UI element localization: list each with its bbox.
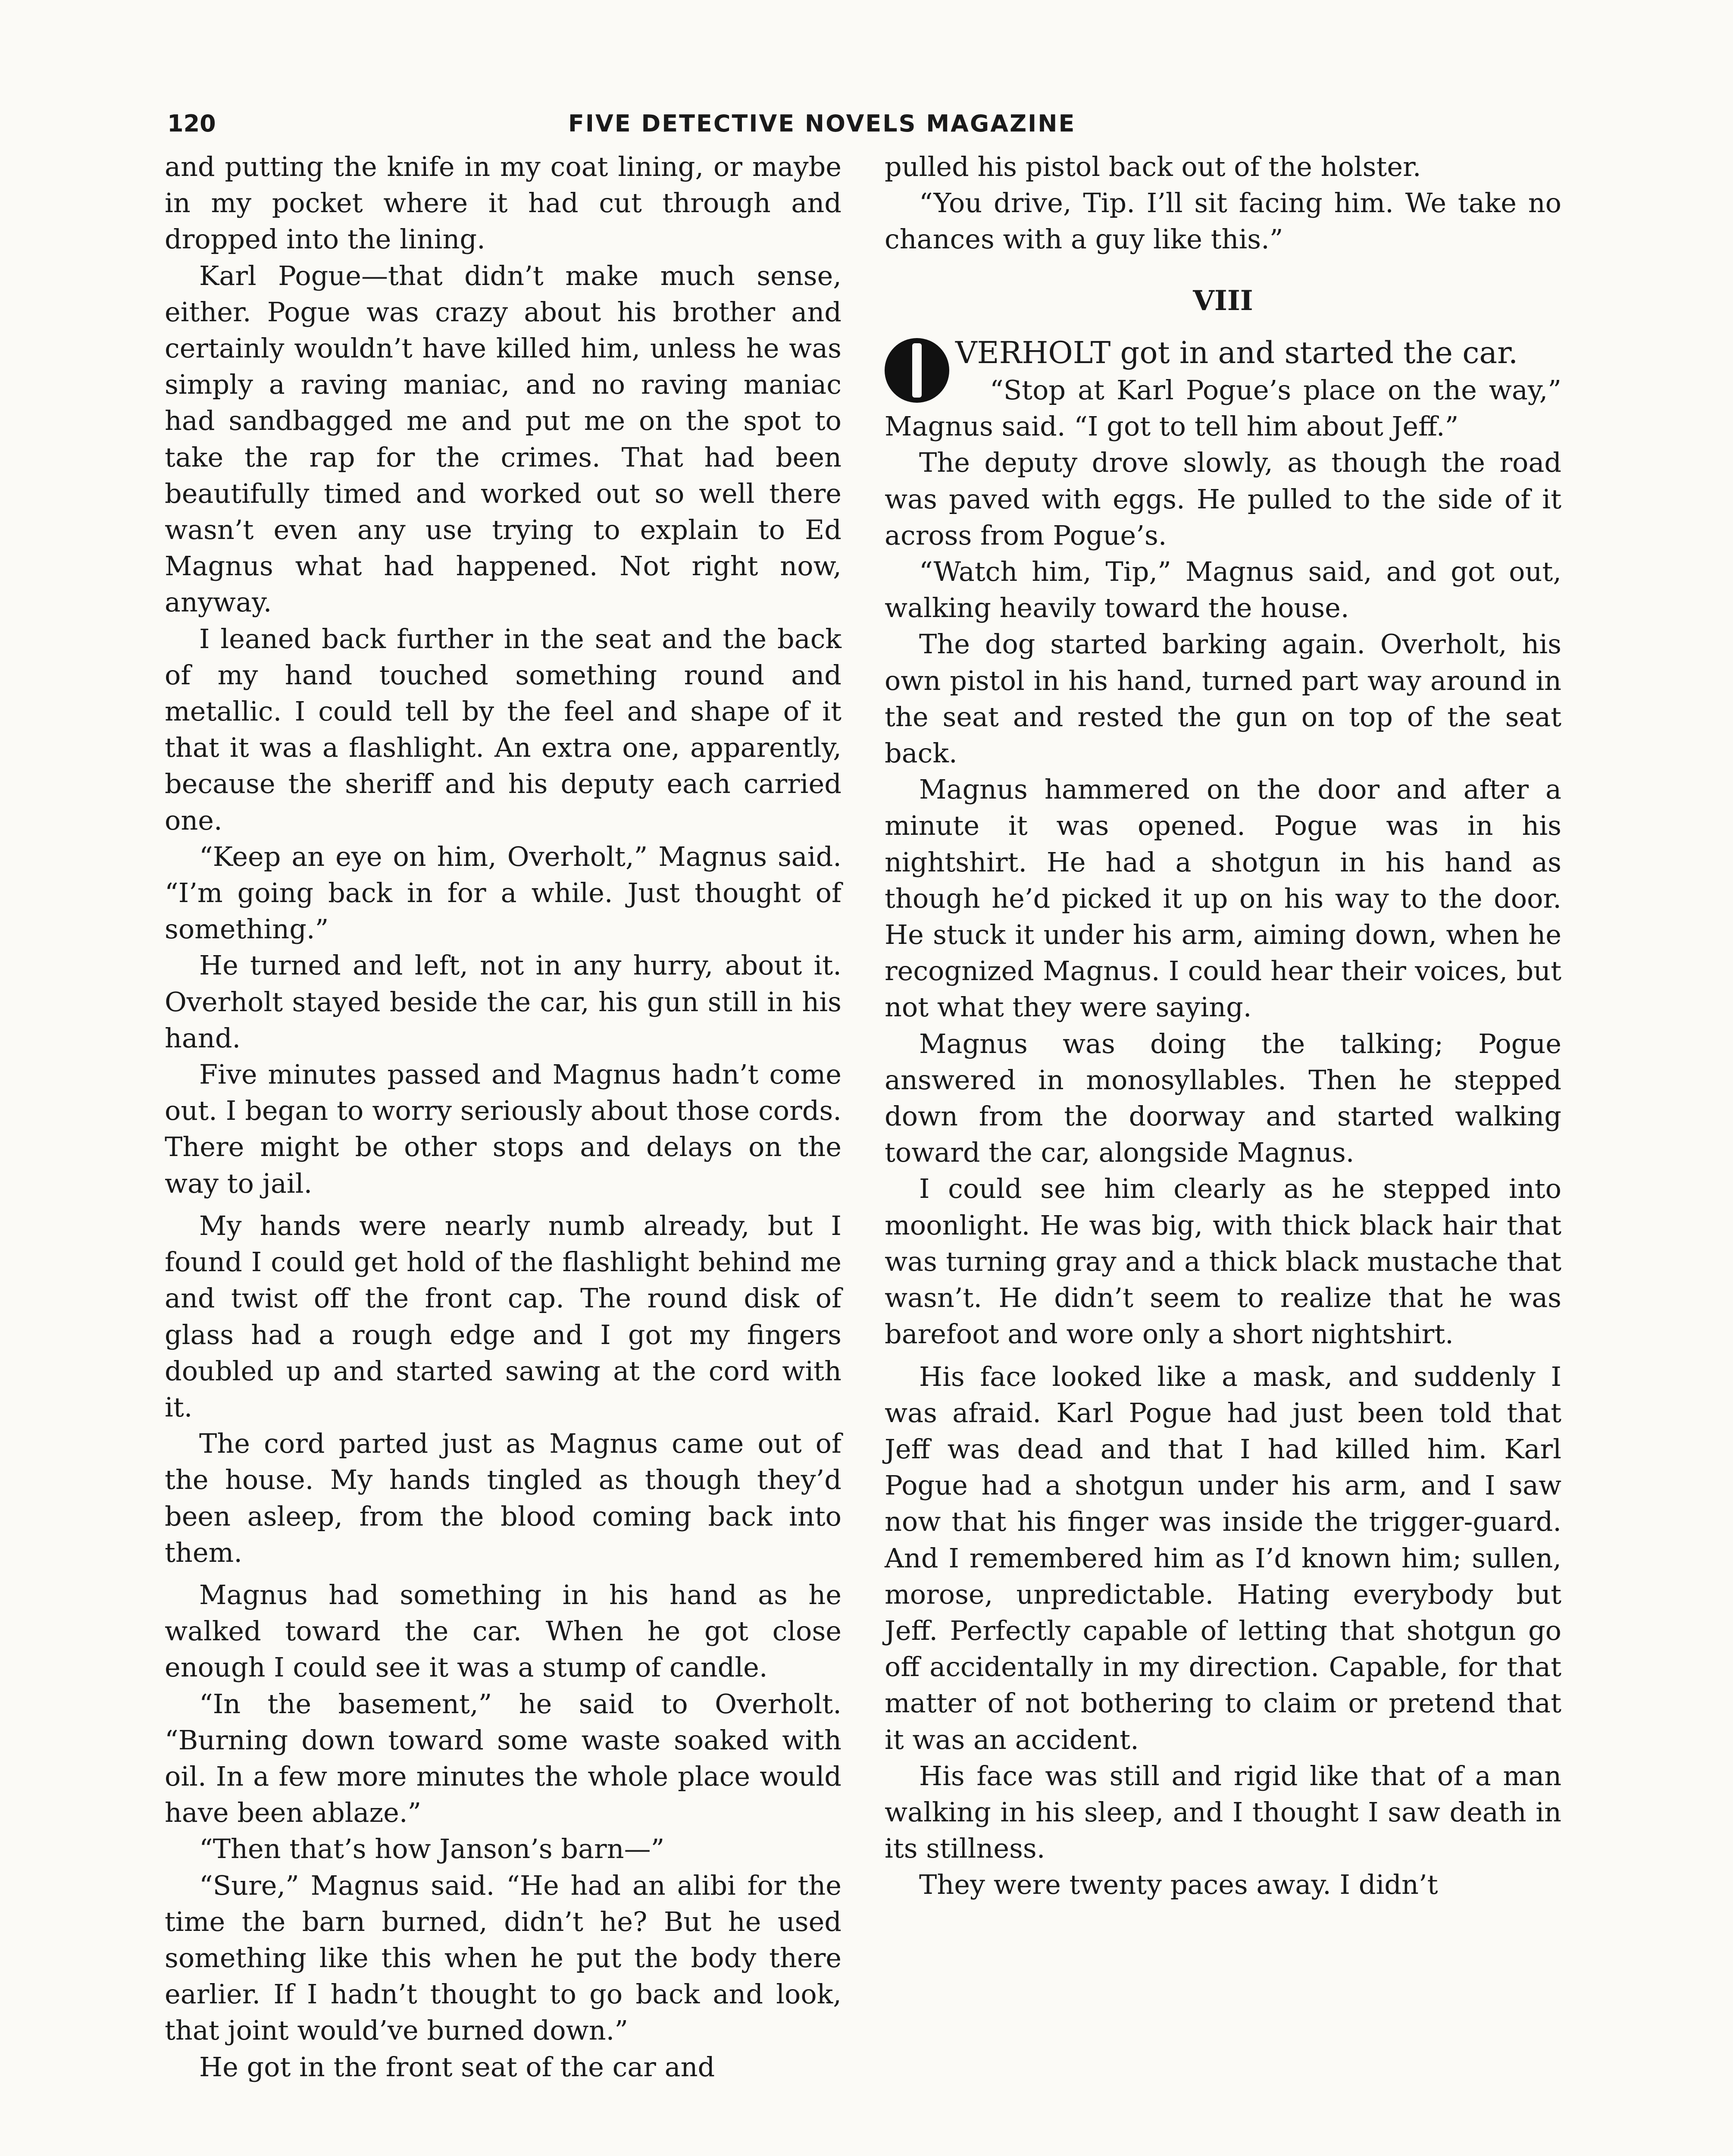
paragraph: Karl Pogue—that didn’t make much sense, either. Pogue was crazy about his brother and certainly wouldn’t have killed him, unless he was simply a raving maniac, and no raving maniac had sandbagged me and put me on the spot to take the rap for the crimes. That had been beautifully timed and worked out so well there wasn’t even any use trying to explain to Ed Magnus what had happened. Not right now, anyway.	[165, 260, 841, 618]
paragraph: pulled his pistol back out of the holster.	[885, 151, 1421, 182]
paragraph: I leaned back further in the seat and the back of my hand touched something round and metallic. I could tell by the feel and shape of it that it was a flashlight. An extra one, apparently, because the sheriff and his deputy each carried one.	[165, 623, 841, 836]
chapter-heading: VIII	[1193, 284, 1253, 317]
page-header	[167, 110, 1564, 144]
paragraph: and putting the knife in my coat lining, or maybe in my pocket where it had cut through and dropped into the lining.	[165, 151, 841, 255]
paragraph: My hands were nearly numb already, but I found I could get hold of the flashlight behind me and twist off the front cap. The round disk of glass had a rough edge and I got my fingers doubled up and started sawing at the cord with it.	[165, 1210, 841, 1423]
paragraph: The cord parted just as Magnus came out of the house. My hands tingled as though they’d been asleep, from the blood coming back into them.	[165, 1428, 841, 1568]
paragraph: Five minutes passed and Magnus hadn’t come out. I began to worry seriously about those cords. There might be other stops and delays on the way to jail.	[165, 1059, 841, 1199]
paragraph: They were twenty paces away. I didn’t	[919, 1869, 1438, 1901]
paragraph: Magnus was doing the talking; Pogue answered in monosyllables. Then he stepped down from the doorway and started walking toward the car, alongside Magnus.	[885, 1028, 1561, 1169]
paragraph: Magnus had something in his hand as he walked toward the car. When he got close enough I could see it was a stump of candle.	[165, 1579, 841, 1683]
paragraph: “Stop at Karl Pogue’s place on the way,” Magnus said. “I got to tell him about Jeff.”	[885, 374, 1561, 442]
opening-text: VERHOLT got in and started the car.	[955, 335, 1518, 370]
paragraph: He got in the front seat of the car and	[199, 2051, 715, 2083]
paragraph: “Watch him, Tip,” Magnus said, and got out, walking heavily toward the house.	[885, 556, 1561, 624]
drop-cap-o-icon	[885, 338, 949, 403]
left-column	[165, 149, 841, 2085]
paragraph: The dog started barking again. Overholt, his own pistol in his hand, turned part way around in the seat and rested the gun on top of the seat back.	[885, 628, 1561, 769]
paragraph: “Sure,” Magnus said. “He had an alibi for the time the barn burned, didn’t he? But he used something like this when he put the body there earlier. If I hadn’t thought to go back and look, that joint would’ve burned down.”	[165, 1869, 841, 2046]
paragraph: “Then that’s how Janson’s barn—”	[199, 1833, 665, 1865]
paragraph: Magnus hammered on the door and after a minute it was opened. Pogue was in his nightshirt. He had a shotgun in his hand as though he’d picked it up on his way to the door. He stuck it under his arm, aiming down, when he recognized Magnus. I could hear their voices, but not what they were saying.	[885, 774, 1561, 1023]
paragraph: His face looked like a mask, and suddenly I was afraid. Karl Pogue had just been told that Jeff was dead and that I had killed him. Karl Pogue had a shotgun under his arm, and I saw now that his finger was inside the trigger-guard. And I remembered him as I’d known him; sullen, morose, unpredictable. Hating everybody but Jeff. Perfectly capable of letting that shotgun go off accidentally in my direction. Capable, for that matter of not bothering to claim or pretend that it was an accident.	[885, 1360, 1561, 1755]
paragraph: His face was still and rigid like that of a man walking in his sleep, and I thought I saw death in its stillness.	[885, 1760, 1561, 1865]
paragraph: He turned and left, not in any hurry, about it. Overholt stayed beside the car, his gun still in his hand.	[165, 950, 841, 1054]
paragraph: “Keep an eye on him, Overholt,” Magnus said. “I’m going back in for a while. Just thought of something.”	[165, 840, 841, 945]
paragraph: “In the basement,” he said to Overholt. “Burning down toward some waste soaked with oil. In a few more minutes the whole place would have been ablaze.”	[165, 1688, 841, 1829]
paragraph: I could see him clearly as he stepped into moonlight. He was big, with thick black hair that was turning gray and a thick black mustache that wasn’t. He didn’t seem to realize that he was barefoot and wore only a short nightshirt.	[885, 1173, 1561, 1350]
magazine-title: FIVE DETECTIVE NOVELS MAGAZINE	[568, 110, 1076, 137]
page-number: 120	[167, 110, 216, 137]
paragraph: The deputy drove slowly, as though the road was paved with eggs. He pulled to the side of it across from Pogue’s.	[885, 447, 1561, 551]
paragraph: “You drive, Tip. I’ll sit facing him. We take no chances with a guy like this.”	[885, 187, 1561, 255]
right-column	[885, 149, 1561, 1903]
chapter-opening-paragraph	[885, 335, 1561, 372]
